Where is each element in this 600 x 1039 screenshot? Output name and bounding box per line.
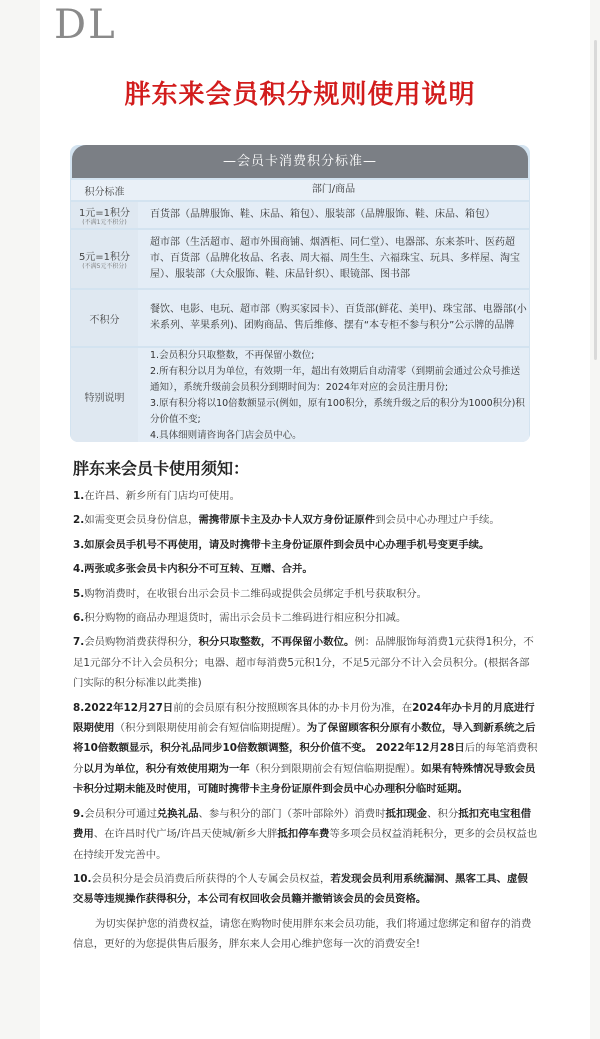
usage-item [73, 535, 538, 555]
usage-item [73, 608, 538, 628]
column-header-standard: 积分标准 [71, 180, 138, 200]
column-header-department: 部门/商品 [138, 180, 529, 200]
usage-item [73, 869, 538, 910]
points-standard-card [70, 145, 530, 442]
usage-item [73, 804, 538, 865]
usage-item-text: 2024年办卡月的月底进行限期使用 [73, 701, 535, 735]
usage-item-text: 3.如原会员手机号不再使用，请及时携带卡主身份证原件到会员中心办理手机号变更手续。 [73, 538, 490, 551]
usage-item-text: 等多项会员权益消耗积分，更多的会员权益也在持续开发完善中。 [73, 828, 538, 861]
note-line: 4.具体细则请咨询各门店会员中心。 [150, 430, 302, 441]
usage-item-text: 2. [73, 514, 85, 527]
row-key: 1元=1积分 (不满1元不积分) [71, 202, 138, 228]
usage-item-text: 会员积分可通过 [84, 807, 157, 820]
usage-item-text: 6. [73, 612, 85, 625]
page-title: 胖东来会员积分规则使用说明 [124, 80, 476, 110]
usage-item-text: 例：品牌服饰每消费1元获得1积分，不足1元部分不计入会员积分；电器、超市每消费5元积1分，不足5元部分不计入会员积分。(根据各部门实际的积分标准以此类推) [73, 636, 534, 690]
usage-heading: 胖东来会员卡使用须知： [73, 459, 250, 478]
usage-item-text: 5. [73, 587, 85, 600]
note-line: 2.所有积分以月为单位，有效期一年，超出有效期后自动清零（到期前会通过公众号推送通知），系统升级前会员积分到期时间为：2024年对应的会员注册月份; [150, 366, 521, 393]
usage-item-text: 前的会员原有积分按照顾客具体的办卡月份为准，在 [173, 701, 413, 714]
row-value: 超市部（生活超市、超市外围商铺、烟酒柜、同仁堂）、电器部、东来茶叶、医药超市、百货部（品牌化妆品、名表、周大福、周生生、六福珠宝、玩具、多样屋、淘宝屋）、服装部（大众服饰、鞋、床品针织）、眼镜部、图书部 [138, 230, 529, 288]
usage-item-text: （积分到限期使用前会有短信临期提醒）。 [114, 722, 307, 735]
usage-item-text: 若发现会员利用系统漏洞、黑客工具、虚假交易等违规操作获得积分，本公司有权回收会员籍并撤销该会员的会员资格。 [73, 872, 528, 906]
usage-list [73, 486, 538, 910]
usage-item-text: 8.2022年12月27日 [73, 701, 174, 714]
row-value: 百货部（品牌服饰、鞋、床品、箱包）、服装部（品牌服饰、鞋、床品、箱包） [138, 202, 529, 228]
closing-paragraph: 为切实保护您的消费权益，请您在购物时使用胖东来会员功能，我们将通过您绑定和留存的消费信息，更好的为您提供售后服务，胖东来人会用心维护您每一次的消费安全! [73, 917, 532, 951]
usage-item-text: 积分购物的商品办理退货时，需出示会员卡二维码进行相应积分扣减。 [84, 612, 407, 625]
note-line: 3.原有积分将以10倍数额显示(例如，原有100积分，系统升级之后的积分为1000积分)积分价值不变; [150, 398, 525, 425]
card-header: —会员卡消费积分标准— [72, 145, 528, 178]
usage-item-text: 会员积分是会员消费后所获得的个人专属会员权益， [91, 872, 331, 885]
usage-item-text: 需携带原卡主及办卡人双方身份证原件 [198, 514, 376, 527]
usage-item [73, 698, 538, 800]
usage-item-text: 为了保留顾客积分原有小数位，导入到新系统之后将10倍数额显示，积分礼品同步10倍数额调整，积分价值不变。 [73, 722, 536, 755]
table-row [71, 348, 529, 442]
usage-item-text: 7. [73, 636, 85, 649]
usage-item-text: 、在许昌时代广场/许昌天使城/新乡大胖 [93, 828, 278, 841]
usage-item-text: 抵扣停车费 [277, 828, 330, 841]
usage-item-text: 在许昌、新乡所有门店均可使用。 [84, 490, 241, 502]
table-row [71, 290, 529, 346]
table-header-row [71, 180, 529, 200]
brand-logo: DL [54, 2, 117, 48]
usage-item-text: 抵扣充电宝租借费用 [73, 807, 531, 841]
usage-item-text: 9. [73, 807, 85, 820]
usage-item [73, 584, 538, 604]
usage-item [73, 510, 538, 530]
row-key: 特别说明 [71, 348, 138, 442]
usage-item [73, 486, 538, 506]
usage-item [73, 632, 538, 693]
row-value: 餐饮、电影、电玩、超市部（购买家园卡）、百货部(鲜花、美甲)、珠宝部、电器部(小米系列、苹果系列)、团购商品、售后维修、摆有“本专柜不参与积分”公示牌的品牌 [138, 290, 529, 346]
usage-item-text: 积分只取整数，不再保留小数位。 [198, 636, 355, 649]
usage-item-text: 后的每笔消费积分 [73, 742, 538, 775]
usage-item-text: 购物消费时，在收银台出示会员卡二维码或提供会员绑定手机号获取积分。 [84, 587, 428, 600]
usage-item-text: 2022年12月28日 [372, 742, 465, 755]
special-notes [138, 348, 529, 442]
usage-item-text: 1. [73, 490, 85, 502]
usage-item-text: （积分到限期前会有短信临期提醒）。 [249, 762, 422, 775]
usage-item [73, 559, 538, 579]
table-row [71, 230, 529, 288]
usage-item-text: 以月为单位，积分有效使用期为一年 [83, 762, 250, 775]
usage-item-text: 如果有特殊情况导致会员卡积分过期未能及时使用，可随时携带卡主身份证原件到会员中心办理积分临时延期。 [73, 762, 536, 796]
row-key: 5元=1积分 (不满5元不积分) [71, 230, 138, 288]
usage-item-text: 到会员中心办理过户手续。 [375, 514, 500, 527]
usage-item-text: 10. [73, 872, 92, 885]
usage-item-text: 如需变更会员身份信息， [84, 514, 199, 527]
usage-item-text: 兑换礼品 [156, 807, 199, 820]
usage-item-text: 4.两张或多张会员卡内积分不可互转、互赠、合并。 [73, 563, 313, 576]
usage-item-text: 、参与积分的部门（茶叶部除外）消费时 [198, 807, 386, 820]
note-line: 1.会员积分只取整数，不再保留小数位; [150, 350, 315, 361]
row-key: 不积分 [71, 290, 138, 346]
points-table [71, 178, 529, 442]
usage-item-text: 、积分 [427, 807, 459, 820]
usage-notice [73, 458, 538, 955]
usage-item-text: 抵扣现金 [385, 807, 428, 820]
table-row [71, 202, 529, 228]
usage-item-text: 会员购物消费获得积分， [84, 636, 199, 649]
